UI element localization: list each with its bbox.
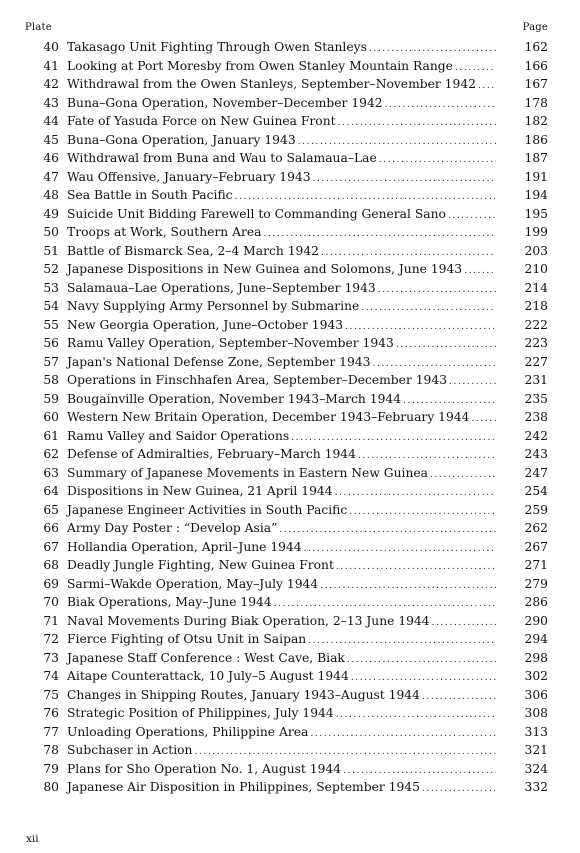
- plate-entry: [0, 334, 580, 353]
- plate-entry: [0, 94, 580, 113]
- plate-entry: [0, 149, 580, 168]
- plate-number: 55: [43, 317, 59, 332]
- page-number: 243: [524, 447, 548, 461]
- plate-title: Buna–Gona Operation, January 1943: [67, 132, 296, 147]
- plate-title: Aitape Counterattack, 10 July–5 August 1944: [67, 669, 349, 683]
- plate-entry: [0, 112, 580, 131]
- plate-entry: [0, 316, 580, 335]
- plate-number: 47: [43, 169, 59, 184]
- page-number: 254: [524, 484, 548, 498]
- plate-entry: [0, 630, 580, 649]
- page-number: 186: [524, 132, 548, 147]
- plate-entry: [0, 242, 580, 261]
- plate-entry: [0, 760, 580, 779]
- plate-entry: [0, 57, 580, 76]
- page-number: 166: [524, 58, 548, 73]
- plate-number: 42: [43, 77, 59, 91]
- plate-title: Withdrawal from the Owen Stanleys, September–November 1942: [67, 77, 476, 91]
- plate-number: 73: [43, 650, 59, 665]
- page-number: 214: [524, 280, 548, 295]
- page-number: 294: [524, 632, 548, 646]
- page-number: 218: [524, 299, 548, 313]
- plate-title: Sea Battle in South Pacific: [67, 188, 233, 202]
- plate-number: 64: [43, 484, 59, 498]
- plate-entry: [0, 556, 580, 575]
- plate-title: Ramu Valley Operation, September–November 1943: [67, 336, 394, 350]
- page-folio: xii: [26, 833, 39, 845]
- plate-number: 79: [43, 761, 59, 776]
- plate-title: Subchaser in Action: [67, 743, 193, 757]
- plate-number: 63: [43, 465, 59, 480]
- plate-number: 51: [43, 243, 59, 258]
- plate-title: New Georgia Operation, June–October 1943: [67, 317, 344, 332]
- page-number: 306: [524, 687, 548, 702]
- plate-title: Wau Offensive, January–February 1943: [67, 169, 311, 184]
- page-number: 262: [524, 521, 548, 535]
- page-number: 178: [524, 95, 548, 110]
- plate-entry: [0, 741, 580, 760]
- plate-entry: [0, 75, 580, 94]
- page-number: 199: [524, 225, 548, 239]
- plate-number: 60: [43, 410, 59, 424]
- plate-entry: [0, 205, 580, 224]
- plate-number: 52: [43, 262, 59, 276]
- page-number: 231: [524, 373, 548, 387]
- page-number: 290: [524, 613, 548, 628]
- plate-entry: [0, 408, 580, 427]
- plate-title: Biak Operations, May–June 1944: [67, 595, 272, 609]
- plate-number: 58: [43, 373, 59, 387]
- plate-number: 70: [43, 595, 59, 609]
- plate-entry: [0, 501, 580, 520]
- plate-title: Fierce Fighting of Otsu Unit in Saipan: [67, 632, 307, 646]
- plate-entry: [0, 649, 580, 668]
- page-number: 167: [524, 77, 548, 91]
- plate-entry: [0, 131, 580, 150]
- page-number: 242: [524, 428, 548, 443]
- page-number: 324: [524, 761, 548, 776]
- plate-title: Hollandia Operation, April–June 1944: [67, 539, 302, 554]
- page-number: 271: [524, 558, 548, 572]
- plate-entry: [0, 538, 580, 557]
- plate-title: Strategic Position of Philippines, July 1944: [67, 706, 334, 720]
- page-number: 227: [524, 354, 548, 369]
- plate-entry: [0, 260, 580, 279]
- plate-title: Summary of Japanese Movements in Eastern New Guinea: [67, 465, 428, 480]
- plate-number: 62: [43, 447, 59, 461]
- plate-number: 49: [43, 206, 59, 221]
- plate-entry: [0, 223, 580, 242]
- page-number: 321: [524, 743, 548, 757]
- page-column-header: Page: [522, 22, 548, 33]
- plate-title: Defense of Admiralties, February–March 1944: [67, 447, 356, 461]
- plate-title: Operations in Finschhafen Area, September–December 1943: [67, 373, 448, 387]
- plate-column-header: Plate: [25, 22, 52, 33]
- page-number: 162: [524, 40, 548, 54]
- page-number: 210: [524, 262, 548, 276]
- plate-title: Takasago Unit Fighting Through Owen Stanleys: [67, 40, 367, 54]
- plate-title: Buna–Gona Operation, November–December 1942: [67, 95, 383, 110]
- plate-number: 67: [43, 539, 59, 554]
- plate-title: Salamaua–Lae Operations, June–September 1943: [67, 280, 376, 295]
- plate-number: 65: [43, 502, 59, 517]
- plate-number: 54: [43, 299, 59, 313]
- page-number: 247: [524, 465, 548, 480]
- plate-title: Japanese Engineer Activities in South Pacific: [67, 502, 348, 517]
- plate-number: 45: [43, 132, 59, 147]
- plate-number: 74: [43, 669, 59, 683]
- plate-entry: [0, 445, 580, 464]
- plate-title: Deadly Jungle Fighting, New Guinea Front: [67, 558, 334, 572]
- plate-number: 78: [43, 743, 59, 757]
- plate-title: Changes in Shipping Routes, January 1943–August 1944: [67, 687, 420, 702]
- page-number: 238: [524, 410, 548, 424]
- plate-title: Troops at Work, Southern Area: [67, 225, 262, 239]
- plate-entry: [0, 464, 580, 483]
- plate-title: Japanese Air Disposition in Philippines, September 1945: [67, 780, 420, 794]
- page-number: 222: [524, 317, 548, 332]
- page-number: 203: [524, 243, 548, 258]
- page-number: 308: [524, 706, 548, 720]
- plate-entry: [0, 186, 580, 205]
- plate-entry: [0, 482, 580, 501]
- page-number: 279: [524, 576, 548, 591]
- plate-entry: [0, 38, 580, 57]
- plate-number: 71: [43, 613, 59, 628]
- plate-number: 43: [43, 95, 59, 110]
- page-number: 195: [524, 206, 548, 221]
- page-number: 313: [524, 724, 548, 739]
- plate-title: Western New Britain Operation, December 1943–February 1944: [67, 410, 470, 424]
- plate-number: 76: [43, 706, 59, 720]
- page-number: 235: [524, 391, 548, 406]
- plate-title: Navy Supplying Army Personnel by Submarine: [67, 299, 360, 313]
- plate-title: Suicide Unit Bidding Farewell to Commanding General Sano: [67, 206, 446, 221]
- plate-number: 41: [43, 58, 59, 73]
- plate-title: Bougainville Operation, November 1943–March 1944: [67, 391, 402, 406]
- plate-entry: [0, 667, 580, 686]
- plate-entry: [0, 612, 580, 631]
- plate-entry: [0, 297, 580, 316]
- plate-title: Japanese Dispositions in New Guinea and Solomons, June 1943: [67, 262, 463, 276]
- plate-entry: [0, 371, 580, 390]
- plate-number: 57: [43, 354, 59, 369]
- plate-entry: [0, 519, 580, 538]
- plate-entry: [0, 353, 580, 372]
- plate-number: 44: [43, 114, 59, 128]
- plate-title: Army Day Poster : “Develop Asia”: [67, 521, 278, 535]
- dot-leader: [422, 780, 496, 799]
- plate-number: 68: [43, 558, 59, 572]
- plate-number: 80: [43, 780, 59, 794]
- plate-title: Japanese Staff Conference : West Cave, Biak: [67, 650, 345, 665]
- plate-number: 61: [43, 428, 59, 443]
- plate-entry: [0, 168, 580, 187]
- page-number: 259: [524, 502, 548, 517]
- plate-title: Unloading Operations, Philippine Area: [67, 724, 309, 739]
- plate-entry: [0, 575, 580, 594]
- page-number: 267: [524, 539, 548, 554]
- page-number: 298: [524, 650, 548, 665]
- plate-entry: [0, 427, 580, 446]
- plate-number: 59: [43, 391, 59, 406]
- plate-number: 46: [43, 151, 59, 165]
- plate-number: 53: [43, 280, 59, 295]
- page-number: 191: [524, 169, 548, 184]
- plate-entry: [0, 686, 580, 705]
- plate-entry: [0, 593, 580, 612]
- page-number: 187: [524, 151, 548, 165]
- plate-list: [0, 38, 580, 797]
- plate-number: 66: [43, 521, 59, 535]
- plate-title: Sarmi–Wakde Operation, May–July 1944: [67, 576, 319, 591]
- page-number: 223: [524, 336, 548, 350]
- plate-number: 56: [43, 336, 59, 350]
- plate-title: Battle of Bismarck Sea, 2–4 March 1942: [67, 243, 319, 258]
- page-number: 286: [524, 595, 548, 609]
- plate-entry: [0, 723, 580, 742]
- plate-number: 75: [43, 687, 59, 702]
- page-number: 332: [524, 780, 548, 794]
- plate-title: Dispositions in New Guinea, 21 April 1944: [67, 484, 333, 498]
- plate-number: 72: [43, 632, 59, 646]
- page-number: 194: [524, 188, 548, 202]
- plate-entry: [0, 704, 580, 723]
- plate-entry: [0, 390, 580, 409]
- page-number: 182: [524, 114, 548, 128]
- plate-number: 77: [43, 724, 59, 739]
- plate-number: 50: [43, 225, 59, 239]
- plate-title: Looking at Port Moresby from Owen Stanley Mountain Range: [67, 58, 453, 73]
- plate-title: Ramu Valley and Saidor Operations: [67, 428, 290, 443]
- plate-title: Japan's National Defense Zone, September 1943: [67, 354, 371, 369]
- plate-number: 40: [43, 40, 59, 54]
- plate-entry: [0, 279, 580, 298]
- plate-title: Withdrawal from Buna and Wau to Salamaua–Lae: [67, 151, 377, 165]
- plate-title: Plans for Sho Operation No. 1, August 1944: [67, 761, 342, 776]
- plate-title: Fate of Yasuda Force on New Guinea Front: [67, 114, 336, 128]
- plate-number: 48: [43, 188, 59, 202]
- page-number: 302: [524, 669, 548, 683]
- plate-number: 69: [43, 576, 59, 591]
- plate-entry: [0, 778, 580, 797]
- plate-title: Naval Movements During Biak Operation, 2–13 June 1944: [67, 613, 430, 628]
